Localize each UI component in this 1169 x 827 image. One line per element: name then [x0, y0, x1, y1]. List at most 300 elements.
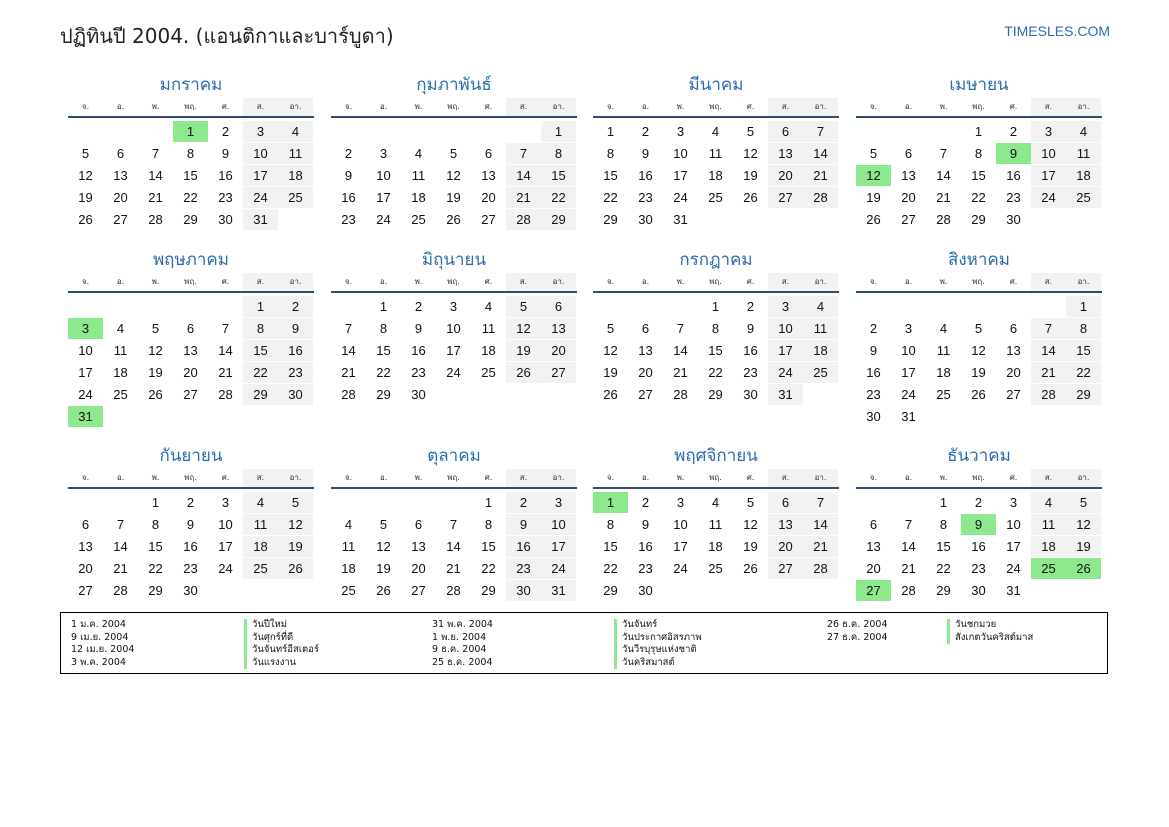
month-name: มิถุนายน	[421, 250, 487, 270]
day-cell: 25	[803, 362, 838, 383]
day-cell: 28	[1031, 384, 1066, 405]
day-cell: 21	[803, 536, 838, 557]
legend-holiday-name: วันวีรบุรุษแห่งชาติ	[614, 644, 702, 657]
weekday-label: จ.	[81, 473, 90, 482]
day-cell: 28	[901, 583, 916, 598]
day-cell: 21	[113, 561, 128, 576]
weekday-label: ศ.	[484, 102, 493, 111]
day-cell: 21	[148, 190, 163, 205]
holiday-day-cell: 25	[1031, 558, 1066, 579]
day-cell: 11	[411, 168, 426, 183]
day-cell: 27	[541, 362, 576, 383]
empty-cell	[471, 121, 506, 142]
empty-cell	[628, 296, 663, 317]
day-cell: 3	[904, 321, 913, 336]
day-cell: 8	[243, 318, 278, 339]
day-cell: 16	[743, 343, 758, 358]
day-cell: 25	[1066, 187, 1101, 208]
weekday-label: ศ.	[1009, 102, 1018, 111]
day-cell: 21	[446, 561, 461, 576]
weekday-label: พฤ.	[709, 102, 722, 111]
day-cell: 7	[904, 517, 913, 532]
empty-cell	[68, 492, 103, 513]
weekday-label: พฤ.	[972, 102, 985, 111]
day-cell: 10	[376, 168, 391, 183]
empty-cell	[926, 296, 961, 317]
empty-cell	[996, 296, 1031, 317]
month-calendar	[593, 247, 839, 406]
day-cell: 8	[379, 321, 388, 336]
day-cell: 5	[449, 146, 458, 161]
weekday-header	[856, 98, 1102, 118]
weekday-label: ส.	[1031, 273, 1066, 291]
day-cell: 8	[606, 517, 615, 532]
day-cell: 14	[341, 343, 356, 358]
site-link[interactable]: TIMESLES.COM	[1004, 23, 1110, 39]
empty-cell	[103, 121, 138, 142]
day-cell: 10	[768, 318, 803, 339]
day-cell: 19	[506, 340, 541, 361]
day-cell: 15	[936, 539, 951, 554]
empty-cell	[208, 296, 243, 317]
day-cell: 14	[901, 539, 916, 554]
holiday-day-cell: 31	[68, 406, 103, 427]
month-calendar	[331, 247, 577, 406]
day-cell: 24	[218, 561, 233, 576]
day-cell: 23	[278, 362, 313, 383]
day-cell: 12	[446, 168, 461, 183]
weekday-label: ศ.	[746, 102, 755, 111]
day-cell: 5	[1066, 492, 1101, 513]
day-cell: 9	[506, 514, 541, 535]
day-cell: 12	[78, 168, 93, 183]
day-cell: 20	[1006, 365, 1021, 380]
day-cell: 21	[218, 365, 233, 380]
day-grid	[68, 293, 313, 428]
day-cell: 23	[506, 558, 541, 579]
day-cell: 11	[278, 143, 313, 164]
day-cell: 10	[541, 514, 576, 535]
day-cell: 27	[481, 212, 496, 227]
day-cell: 18	[113, 365, 128, 380]
day-cell: 2	[344, 146, 353, 161]
holiday-day-cell: 1	[593, 492, 628, 513]
day-cell: 28	[506, 209, 541, 230]
day-cell: 9	[414, 321, 423, 336]
weekday-label: อ.	[379, 277, 388, 286]
empty-cell	[961, 296, 996, 317]
day-cell: 17	[1006, 539, 1021, 554]
day-cell: 16	[218, 168, 233, 183]
day-cell: 30	[1006, 212, 1021, 227]
empty-cell	[506, 121, 541, 142]
day-cell: 18	[1031, 536, 1066, 557]
weekday-label: อา.	[541, 469, 576, 487]
day-cell: 15	[148, 539, 163, 554]
day-cell: 28	[673, 387, 688, 402]
empty-cell	[103, 492, 138, 513]
day-cell: 6	[484, 146, 493, 161]
weekday-label: พ.	[676, 473, 685, 482]
day-cell: 1	[1066, 296, 1101, 317]
day-cell: 28	[341, 387, 356, 402]
weekday-label: ส.	[243, 273, 278, 291]
weekday-label: พฤ.	[184, 102, 197, 111]
day-grid	[593, 118, 838, 231]
day-cell: 6	[414, 517, 423, 532]
day-cell: 27	[768, 187, 803, 208]
day-cell: 23	[638, 190, 653, 205]
day-cell: 4	[243, 492, 278, 513]
day-cell: 31	[243, 209, 278, 230]
day-cell: 5	[506, 296, 541, 317]
day-cell: 9	[221, 146, 230, 161]
day-cell: 10	[446, 321, 461, 336]
day-cell: 2	[414, 299, 423, 314]
day-cell: 4	[803, 296, 838, 317]
day-cell: 25	[278, 187, 313, 208]
day-cell: 24	[1031, 187, 1066, 208]
legend-date: 27 ธ.ค. 2004	[827, 631, 888, 643]
day-cell: 12	[971, 343, 986, 358]
day-cell: 13	[638, 343, 653, 358]
weekday-label: พฤ.	[184, 277, 197, 286]
day-cell: 26	[866, 212, 881, 227]
day-cell: 8	[484, 517, 493, 532]
day-cell: 23	[971, 561, 986, 576]
day-cell: 7	[449, 517, 458, 532]
day-cell: 13	[481, 168, 496, 183]
day-cell: 29	[481, 583, 496, 598]
day-cell: 9	[186, 517, 195, 532]
day-cell: 6	[541, 296, 576, 317]
day-cell: 20	[866, 561, 881, 576]
empty-cell	[891, 492, 926, 513]
weekday-header	[856, 273, 1102, 293]
weekday-label: อ.	[379, 102, 388, 111]
day-cell: 18	[341, 561, 356, 576]
day-cell: 18	[411, 190, 426, 205]
day-cell: 7	[151, 146, 160, 161]
day-cell: 8	[939, 517, 948, 532]
day-cell: 19	[743, 539, 758, 554]
weekday-label: จ.	[81, 102, 90, 111]
day-cell: 26	[278, 558, 313, 579]
day-cell: 4	[1031, 492, 1066, 513]
day-grid	[856, 293, 1101, 428]
day-cell: 26	[603, 387, 618, 402]
weekday-label: อ.	[116, 102, 125, 111]
weekday-label: พฤ.	[447, 277, 460, 286]
day-cell: 22	[1066, 362, 1101, 383]
day-cell: 29	[603, 583, 618, 598]
day-cell: 16	[278, 340, 313, 361]
weekday-label: อา.	[541, 98, 576, 116]
day-cell: 22	[936, 561, 951, 576]
day-grid	[593, 293, 838, 406]
day-cell: 31	[901, 409, 916, 424]
day-cell: 1	[974, 124, 983, 139]
month-calendar	[331, 72, 577, 231]
day-cell: 24	[446, 365, 461, 380]
day-cell: 6	[1009, 321, 1018, 336]
day-cell: 6	[116, 146, 125, 161]
day-cell: 27	[183, 387, 198, 402]
day-cell: 2	[506, 492, 541, 513]
day-cell: 5	[151, 321, 160, 336]
day-cell: 5	[746, 495, 755, 510]
day-cell: 10	[78, 343, 93, 358]
day-cell: 14	[148, 168, 163, 183]
day-cell: 4	[278, 121, 313, 142]
day-cell: 26	[971, 387, 986, 402]
day-cell: 24	[901, 387, 916, 402]
day-cell: 20	[901, 190, 916, 205]
day-cell: 23	[341, 212, 356, 227]
day-cell: 23	[743, 365, 758, 380]
day-cell: 4	[939, 321, 948, 336]
day-cell: 30	[183, 583, 198, 598]
day-cell: 3	[768, 296, 803, 317]
day-cell: 22	[481, 561, 496, 576]
day-cell: 3	[541, 492, 576, 513]
weekday-label: อ.	[379, 473, 388, 482]
day-cell: 25	[243, 558, 278, 579]
day-cell: 23	[638, 561, 653, 576]
day-cell: 4	[711, 495, 720, 510]
day-cell: 7	[803, 492, 838, 513]
day-cell: 7	[506, 143, 541, 164]
day-cell: 29	[183, 212, 198, 227]
month-calendar	[593, 72, 839, 231]
day-cell: 27	[638, 387, 653, 402]
weekday-label: จ.	[869, 102, 878, 111]
day-cell: 14	[936, 168, 951, 183]
weekday-label: อา.	[278, 98, 313, 116]
month-name: มีนาคม	[688, 75, 744, 95]
day-cell: 13	[541, 318, 576, 339]
day-cell: 23	[218, 190, 233, 205]
day-cell: 4	[1066, 121, 1101, 142]
day-cell: 16	[341, 190, 356, 205]
day-cell: 9	[641, 517, 650, 532]
weekday-label: พ.	[939, 473, 948, 482]
day-cell: 21	[936, 190, 951, 205]
day-cell: 15	[603, 168, 618, 183]
empty-cell	[401, 121, 436, 142]
day-cell: 22	[708, 365, 723, 380]
weekday-header	[856, 469, 1102, 489]
day-cell: 8	[974, 146, 983, 161]
legend-date: 9 เม.ย. 2004	[71, 631, 129, 643]
empty-cell	[68, 121, 103, 142]
weekday-label: ศ.	[1009, 277, 1018, 286]
weekday-label: อา.	[803, 273, 838, 291]
day-cell: 7	[939, 146, 948, 161]
legend-holiday-name: วันประกาศอิสรภาพ	[614, 632, 702, 645]
weekday-label: พ.	[151, 102, 160, 111]
day-cell: 16	[411, 343, 426, 358]
holiday-day-cell: 27	[856, 580, 891, 601]
weekday-label: จ.	[344, 102, 353, 111]
day-cell: 3	[676, 124, 685, 139]
day-cell: 22	[183, 190, 198, 205]
day-cell: 20	[768, 165, 803, 186]
month-name: พฤษภาคม	[152, 250, 230, 270]
day-cell: 9	[746, 321, 755, 336]
day-cell: 11	[113, 343, 128, 358]
day-cell: 6	[904, 146, 913, 161]
weekday-label: ส.	[768, 98, 803, 116]
day-cell: 3	[1009, 495, 1018, 510]
day-cell: 10	[243, 143, 278, 164]
day-cell: 23	[411, 365, 426, 380]
month-name: กันยายน	[159, 446, 223, 466]
day-cell: 25	[113, 387, 128, 402]
day-cell: 22	[971, 190, 986, 205]
day-cell: 11	[936, 343, 951, 358]
day-cell: 14	[506, 165, 541, 186]
day-grid	[331, 489, 576, 602]
empty-cell	[331, 121, 366, 142]
weekday-label: อ.	[116, 473, 125, 482]
day-cell: 20	[78, 561, 93, 576]
day-cell: 25	[708, 561, 723, 576]
day-cell: 10	[218, 517, 233, 532]
day-cell: 1	[151, 495, 160, 510]
day-cell: 17	[78, 365, 93, 380]
day-cell: 27	[768, 558, 803, 579]
weekday-label: พฤ.	[184, 473, 197, 482]
day-cell: 28	[803, 187, 838, 208]
weekday-label: พฤ.	[447, 473, 460, 482]
day-cell: 30	[218, 212, 233, 227]
day-cell: 1	[711, 299, 720, 314]
day-cell: 10	[1031, 143, 1066, 164]
weekday-label: อ.	[641, 473, 650, 482]
empty-cell	[856, 296, 891, 317]
day-cell: 19	[78, 190, 93, 205]
day-cell: 16	[866, 365, 881, 380]
legend-names-col-3	[947, 619, 1033, 644]
empty-cell	[68, 296, 103, 317]
weekday-label: อ.	[641, 277, 650, 286]
day-cell: 20	[541, 340, 576, 361]
legend-holiday-name: วันชกมวย	[947, 619, 1033, 632]
month-calendar	[68, 247, 314, 428]
weekday-header	[331, 469, 577, 489]
day-cell: 25	[708, 190, 723, 205]
day-cell: 24	[1006, 561, 1021, 576]
day-cell: 5	[869, 146, 878, 161]
day-cell: 15	[243, 340, 278, 361]
day-cell: 12	[148, 343, 163, 358]
day-cell: 24	[376, 212, 391, 227]
day-cell: 7	[221, 321, 230, 336]
weekday-label: พ.	[939, 102, 948, 111]
weekday-label: ส.	[243, 98, 278, 116]
day-cell: 13	[901, 168, 916, 183]
empty-cell	[331, 296, 366, 317]
day-cell: 10	[673, 146, 688, 161]
day-cell: 17	[673, 539, 688, 554]
day-cell: 28	[113, 583, 128, 598]
day-cell: 26	[446, 212, 461, 227]
month-name: ธันวาคม	[947, 446, 1011, 466]
day-cell: 15	[1066, 340, 1101, 361]
month-name: มกราคม	[159, 75, 223, 95]
day-cell: 26	[148, 387, 163, 402]
holiday-day-cell: 12	[856, 165, 891, 186]
empty-cell	[436, 492, 471, 513]
day-cell: 4	[414, 146, 423, 161]
empty-cell	[891, 121, 926, 142]
day-cell: 11	[1031, 514, 1066, 535]
page-title: ปฏิทินปี 2004. (แอนติกาและบาร์บูดา)	[60, 24, 394, 48]
day-cell: 1	[939, 495, 948, 510]
empty-cell	[856, 492, 891, 513]
day-cell: 19	[446, 190, 461, 205]
weekday-label: ส.	[243, 469, 278, 487]
day-cell: 15	[971, 168, 986, 183]
weekday-label: ส.	[506, 469, 541, 487]
weekday-label: อา.	[278, 469, 313, 487]
day-cell: 8	[151, 517, 160, 532]
day-cell: 3	[379, 146, 388, 161]
day-cell: 1	[606, 124, 615, 139]
month-calendar	[331, 443, 577, 602]
day-cell: 14	[673, 343, 688, 358]
day-cell: 2	[1009, 124, 1018, 139]
day-cell: 6	[641, 321, 650, 336]
day-cell: 19	[743, 168, 758, 183]
month-name: เมษายน	[949, 75, 1009, 95]
day-cell: 18	[803, 340, 838, 361]
day-cell: 3	[243, 121, 278, 142]
day-cell: 8	[606, 146, 615, 161]
day-grid	[68, 489, 313, 602]
month-calendar	[856, 443, 1102, 602]
legend-dates-col-3	[827, 619, 888, 644]
day-cell: 8	[1066, 318, 1101, 339]
day-cell: 10	[901, 343, 916, 358]
day-cell: 19	[971, 365, 986, 380]
empty-cell	[856, 121, 891, 142]
legend-date: 31 พ.ค. 2004	[432, 619, 493, 630]
day-cell: 19	[376, 561, 391, 576]
day-cell: 1	[379, 299, 388, 314]
day-cell: 6	[768, 492, 803, 513]
day-cell: 21	[1031, 362, 1066, 383]
weekday-label: อ.	[904, 102, 913, 111]
weekday-label: ส.	[1031, 469, 1066, 487]
weekday-label: ศ.	[746, 473, 755, 482]
day-cell: 1	[243, 296, 278, 317]
day-cell: 28	[148, 212, 163, 227]
day-cell: 30	[638, 212, 653, 227]
weekday-label: ส.	[506, 273, 541, 291]
day-cell: 25	[411, 212, 426, 227]
weekday-label: อ.	[641, 102, 650, 111]
legend-holiday-name: สังเกตวันคริสต์มาส	[947, 632, 1033, 645]
day-cell: 20	[481, 190, 496, 205]
day-cell: 31	[768, 384, 803, 405]
weekday-header	[331, 98, 577, 118]
day-cell: 22	[541, 187, 576, 208]
day-cell: 25	[481, 365, 496, 380]
day-cell: 3	[676, 495, 685, 510]
empty-cell	[173, 296, 208, 317]
